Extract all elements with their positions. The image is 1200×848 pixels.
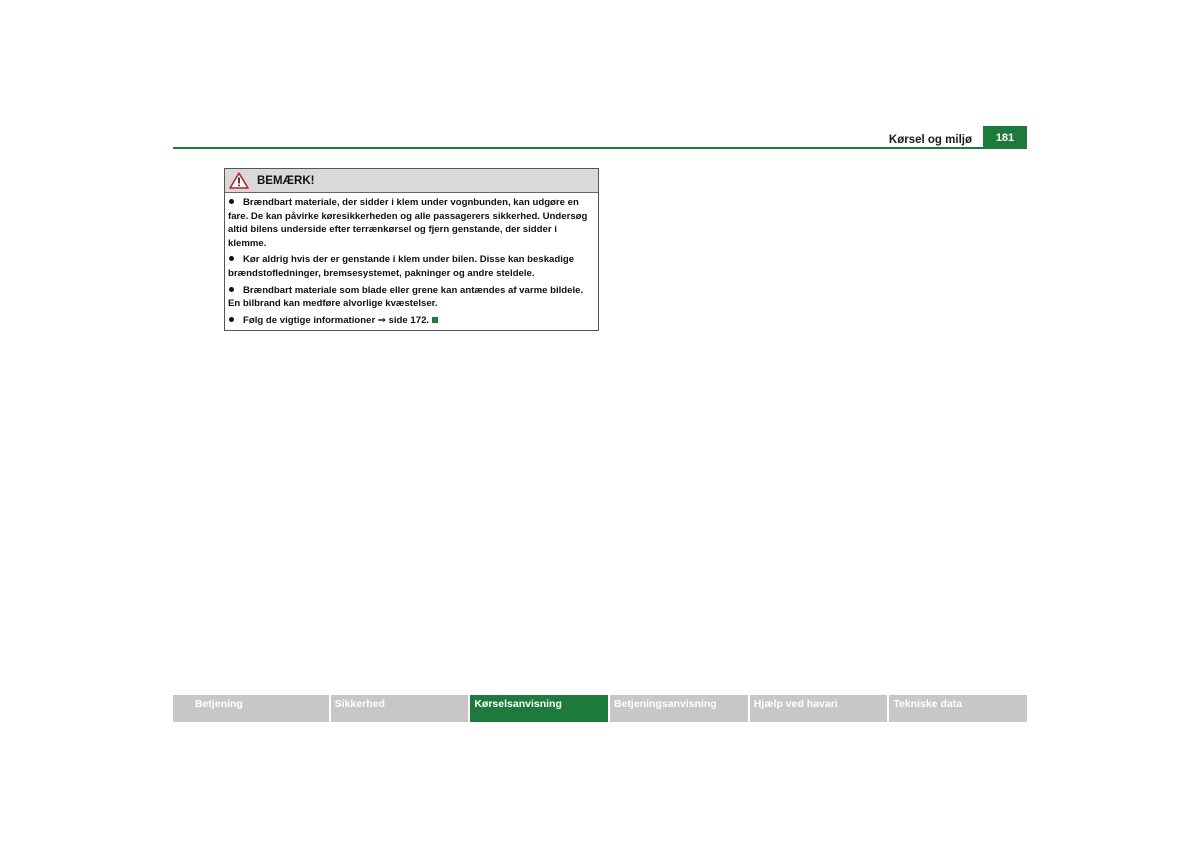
end-square-icon [432, 317, 438, 323]
tab-korselsanvisning[interactable]: Kørselsanvisning [470, 695, 608, 722]
warning-item-text: Kør aldrig hvis der er genstande i klem under bilen. Disse kan beskadige brændstofledninger, bremsesystemet, pakninger og andre steldele. [228, 254, 575, 279]
bullet-icon [228, 253, 243, 267]
warning-item [228, 253, 594, 280]
warning-item-text[interactable]: Følg de vigtige informationer ⇒ side 172. [243, 314, 430, 326]
warning-item-text: Brændbart materiale som blade eller grene kan antændes af varme bildele. En bilbrand kan medføre alvorlige kvæstelser. [228, 284, 584, 310]
tab-betjening[interactable]: Betjening [173, 695, 329, 722]
warning-item [228, 284, 594, 311]
bullet-icon [228, 196, 243, 210]
warning-triangle-icon [229, 172, 249, 189]
warning-item-text: Brændbart materiale, der sidder i klem under vognbunden, kan udgøre en fare. De kan påvirke køresikkerheden og alle passagerers sikkerhed. Undersøg altid bilens underside efter terrænkørsel og fjern genstande, der sidder i klemme. [228, 197, 588, 249]
header-rule [173, 147, 1027, 149]
bullet-icon [228, 284, 243, 298]
warning-body [225, 193, 598, 330]
tab-sikkerhed[interactable]: Sikkerhed [331, 695, 469, 722]
tab-betjeningsanvisning[interactable]: Betjeningsanvisning [610, 695, 748, 722]
warning-header [225, 169, 598, 193]
bullet-icon [228, 314, 243, 328]
bottom-nav [173, 695, 1027, 722]
warning-item [228, 196, 594, 250]
tab-hjaelp-ved-havari[interactable]: Hjælp ved havari [750, 695, 888, 722]
warning-box [224, 168, 599, 331]
warning-title: BEMÆRK! [257, 174, 315, 187]
page-number: 181 [983, 126, 1027, 149]
warning-item [228, 314, 594, 328]
section-title: Kørsel og miljø [888, 134, 972, 146]
tab-tekniske-data[interactable]: Tekniske data [889, 695, 1027, 722]
